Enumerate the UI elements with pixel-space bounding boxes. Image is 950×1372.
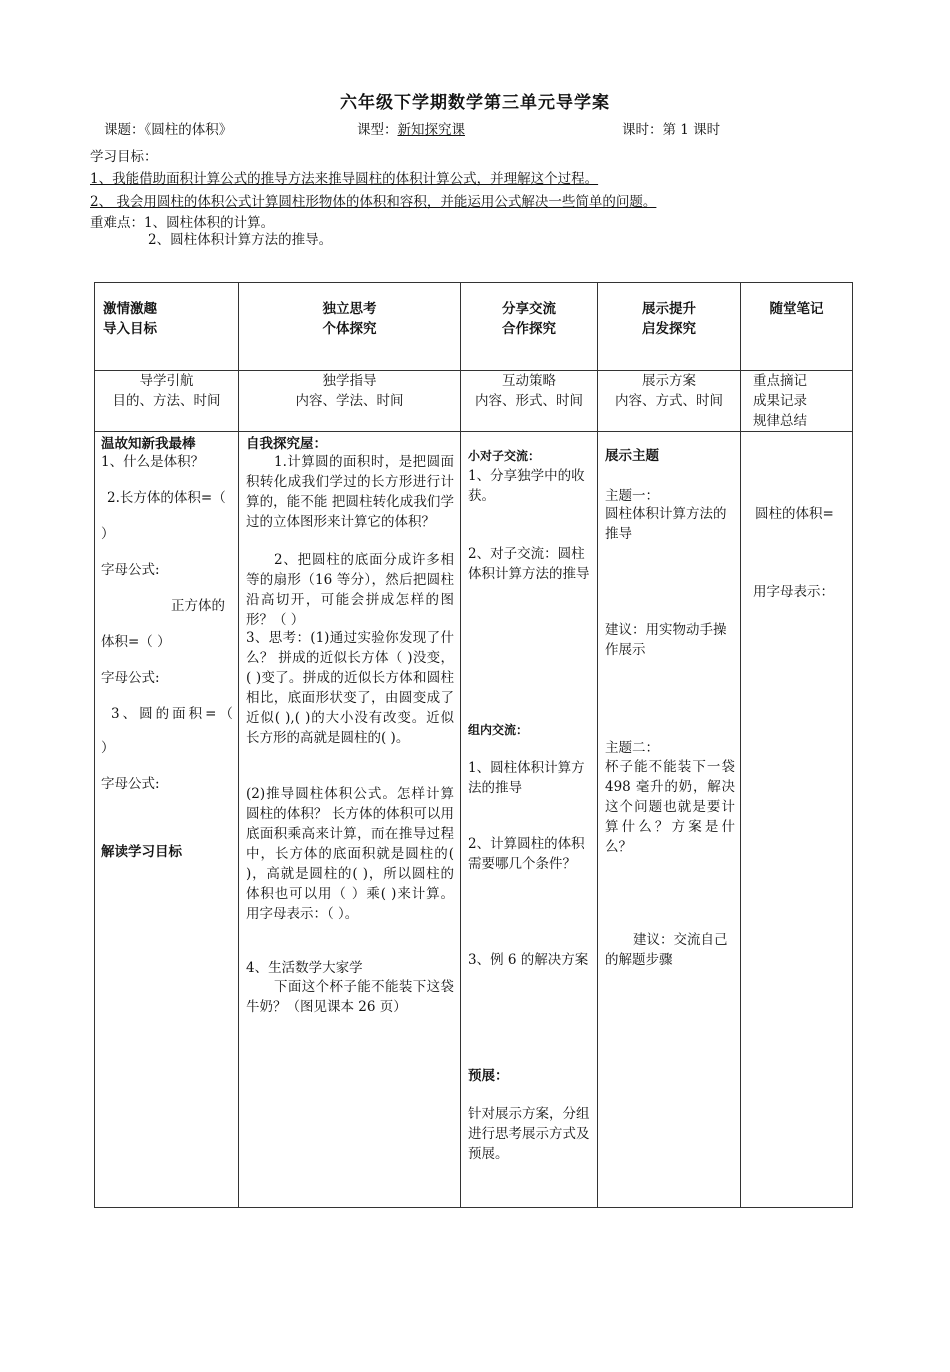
group-heading: 组内交流： — [468, 723, 529, 737]
explore-paragraph: 3、思考：(1)通过实验你发现了什么？ 拼成的近似长方体（ )没变，( )变了。拼成的近似长方体和圆柱相比，底面形状变了，由圆变成了近似( ),( )的大小没有改变。近似长方形的高就是圆柱的( )。 — [246, 630, 454, 746]
explore-paragraph: 下面这个杯子能不能装下这袋牛奶？（图见课本 26 页） — [246, 979, 454, 1015]
page-title: 六年级下学期数学第三单元导学案 — [340, 93, 610, 113]
explore-paragraph: 1.计算圆的面积时，是把圆面积转化成我们学过的长方形进行计算的，能不能 把圆柱转化成我们学过的立体图形来计算它的体积？ — [246, 454, 454, 530]
review-heading: 温故知新我最棒 — [101, 436, 196, 452]
topic-text: 杯子能不能装下一袋 498 毫升的奶，解决这个问题也就是要计算什么？方案是什么？ — [605, 759, 735, 855]
topic-text: 圆柱体积计算方法的推导 — [605, 506, 727, 542]
objective-item: 1、我能借助面积计算公式的推导方法来推导圆柱的体积计算公式，并理解这个过程。 — [90, 171, 599, 187]
subheader-cell: 展示方案 内容、方式、时间 — [598, 371, 741, 432]
objectives-reading-heading: 解读学习目标 — [101, 844, 182, 860]
pair-item: 1、分享独学中的收获。 — [468, 468, 585, 504]
showcase-heading: 展示主题 — [605, 448, 659, 464]
header-cell: 分享交流 合作探究 — [461, 283, 598, 371]
explore-paragraph: 2、把圆柱的底面分成许多相等的扇形（16 等分），然后把圆柱沿高切开，可能会拼成怎样的图形？（ ） — [246, 552, 454, 628]
header-cell: 随堂笔记 — [741, 283, 853, 371]
header-row — [95, 283, 853, 371]
topic-label: 主题一： — [605, 488, 659, 504]
suggestion-text: 建议：交流自己的解题步骤 — [605, 932, 728, 968]
pair-heading: 小对子交流： — [468, 449, 541, 463]
col-guide — [95, 432, 239, 1208]
subheader-cell: 重点摘记 成果记录 规律总结 — [741, 371, 853, 432]
lesson-table — [94, 282, 853, 1208]
content-row — [95, 432, 853, 1208]
group-item: 1、圆柱体积计算方法的推导 — [468, 760, 585, 796]
topic-label: 课题：《圆柱的体积》 — [104, 122, 233, 138]
pair-item: 2、对子交流：圆柱体积计算方法的推导 — [468, 546, 590, 582]
note-text: 用字母表示： — [753, 584, 834, 600]
question-3-close: ） — [101, 740, 115, 756]
period-label: 课时：第 1 课时 — [622, 122, 721, 138]
formula-label: 字母公式: — [101, 776, 160, 792]
suggestion-text: 建议：用实物动手操作展示 — [605, 622, 727, 658]
question-2-close: ） — [101, 526, 115, 542]
explore-heading: 自我探究屋： — [246, 436, 327, 452]
col-share — [461, 432, 598, 1208]
group-item: 2、计算圆柱的体积需要哪几个条件？ — [468, 836, 585, 872]
key-points: 2、圆柱体积计算方法的推导。 — [148, 232, 333, 248]
col-showcase — [598, 432, 741, 1208]
col-independent — [239, 432, 461, 1208]
preview-text: 针对展示方案，分组进行思考展示方式及预展。 — [468, 1106, 590, 1162]
question-3: 3、圆的面积=（ — [111, 706, 236, 722]
explore-paragraph: (2)推导圆柱体积公式。怎样计算圆柱的体积？ 长方体的体积可以用底面积乘高来计算，而在推导过程中，长方体的底面积就是圆柱的( )，高就是圆柱的( )，所以圆柱的体积也可以用（ ）乘( )来计算。 用字母表示：（ ）。 — [246, 786, 454, 922]
col-notes — [741, 432, 853, 1208]
lesson-type — [357, 118, 479, 138]
key-points: 重难点：1、圆柱体积的计算。 — [90, 215, 275, 231]
question-1: 1、什么是体积？ — [101, 454, 205, 470]
subheader-cell: 独学指导 内容、学法、时间 — [239, 371, 461, 432]
formula-label: 字母公式: — [101, 670, 160, 686]
preview-heading: 预展： — [468, 1068, 509, 1084]
subheader-row — [95, 371, 853, 432]
explore-paragraph: 4、生活数学大家学 — [246, 960, 363, 976]
lesson-type-value: 新知探究课 — [397, 122, 465, 138]
header-cell: 独立思考 个体探究 — [239, 283, 461, 371]
note-text: 圆柱的体积= — [755, 506, 834, 522]
formula-label: 字母公式: — [101, 562, 160, 578]
header-cell: 激情激趣 导入目标 — [95, 283, 239, 371]
subheader-cell: 互动策略 内容、形式、时间 — [461, 371, 598, 432]
question-cube-volume: 体积=（ ） — [101, 634, 171, 650]
question-2: 2.长方体的体积=（ — [107, 490, 226, 506]
header-cell: 展示提升 启发探究 — [598, 283, 741, 371]
objective-item: 2、 我会用圆柱的体积公式计算圆柱形物体的体积和容积，并能运用公式解决一些简单的问题。 — [90, 194, 657, 210]
topic-label: 主题二： — [605, 740, 659, 756]
lesson-type-label: 课型： — [357, 122, 398, 138]
question-cube: 正方体的 — [171, 598, 225, 614]
group-item: 3、例 6 的解决方案 — [468, 952, 589, 968]
subheader-cell: 导学引航 目的、方法、时间 — [95, 371, 239, 432]
objectives-heading: 学习目标： — [90, 149, 158, 165]
